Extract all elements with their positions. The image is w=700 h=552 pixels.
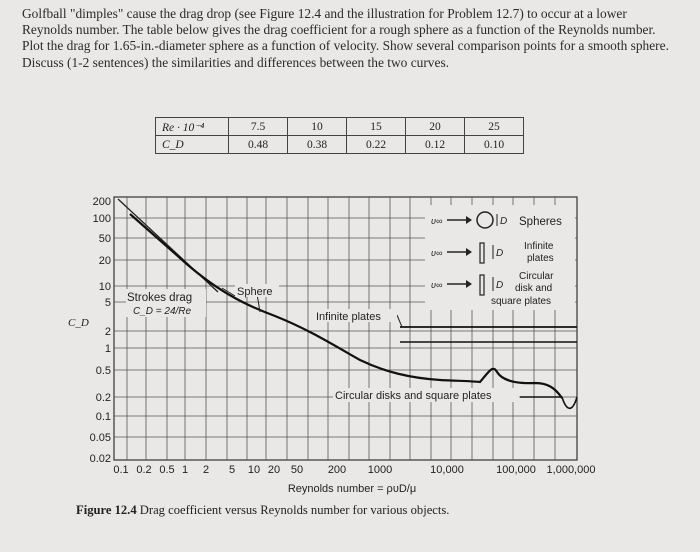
- legend-disk-2: disk and: [515, 283, 553, 294]
- y-tick: 50: [98, 233, 111, 245]
- y-tick: 100: [92, 213, 111, 225]
- x-tick: 20: [267, 464, 281, 476]
- x-tick: 1: [181, 464, 189, 476]
- re-cell: 20: [406, 118, 465, 136]
- caption-number: Figure 12.4: [76, 503, 137, 517]
- y-tick: 200: [92, 196, 111, 208]
- x-tick: 1,000,000: [546, 464, 596, 476]
- legend-spheres: Spheres: [519, 216, 562, 228]
- disks-label: Circular disks and square plates: [335, 390, 492, 402]
- x-tick: 5: [228, 464, 236, 476]
- cd-cell: 0.12: [406, 136, 465, 154]
- sphere-label: Sphere: [237, 286, 273, 298]
- x-tick: 0.1: [113, 464, 129, 476]
- x-axis-label: Reynolds number = ρυD/μ: [287, 483, 417, 495]
- circular-disk-line: [520, 397, 577, 408]
- y-tick: 0.5: [95, 365, 111, 377]
- y-tick: 2: [104, 326, 111, 338]
- cd-cell: 0.10: [465, 136, 524, 154]
- legend-plates-1: Infinite: [524, 241, 554, 252]
- re-cell: 10: [288, 118, 347, 136]
- legend-disk-1: Circular: [519, 271, 554, 282]
- x-tick: 200: [327, 464, 347, 476]
- x-tick: 100,000: [496, 464, 536, 476]
- legend-d-label: D: [496, 280, 504, 291]
- cd-cell: 0.38: [288, 136, 347, 154]
- x-tick: 1000: [367, 464, 393, 476]
- legend-disk-3: square plates: [491, 296, 552, 307]
- re-cell: 15: [347, 118, 406, 136]
- caption-text: Drag coefficient versus Reynolds number for various objects.: [139, 503, 450, 517]
- y-tick: 0.1: [95, 411, 111, 423]
- stokes-label: Strokes drag: [127, 292, 193, 304]
- figure-caption: [76, 503, 636, 518]
- y-tick: 10: [98, 281, 111, 293]
- infinite-plates-line: [400, 327, 577, 342]
- row-label-cd: C_D: [156, 136, 229, 154]
- legend-velocity-label: υ∞: [431, 216, 443, 226]
- plates-label: Infinite plates: [316, 311, 381, 323]
- x-tick: 50: [290, 464, 304, 476]
- cd-cell: 0.22: [347, 136, 406, 154]
- y-axis-label: C_D: [68, 317, 89, 329]
- y-tick: 1: [104, 343, 111, 355]
- y-tick: 0.02: [89, 453, 111, 465]
- legend-plates-2: plates: [527, 253, 554, 264]
- x-tick: 0.5: [159, 464, 175, 476]
- y-axis: [90, 196, 111, 465]
- x-axis: [113, 464, 595, 476]
- legend-velocity-label: υ∞: [431, 280, 443, 290]
- row-label-re: Re · 10⁻⁴: [156, 118, 229, 136]
- x-tick: 10: [247, 464, 261, 476]
- legend-d-label: D: [500, 216, 508, 227]
- y-tick: 0.05: [89, 432, 111, 444]
- x-tick: 10,000: [430, 464, 464, 476]
- re-cell: 7.5: [229, 118, 288, 136]
- y-tick: 0.2: [95, 392, 111, 404]
- y-tick: 20: [98, 255, 111, 267]
- x-tick: 2: [202, 464, 210, 476]
- re-cell: 25: [465, 118, 524, 136]
- y-tick: 5: [104, 297, 111, 309]
- legend-d-label: D: [496, 248, 504, 259]
- cd-cell: 0.48: [229, 136, 288, 154]
- x-tick: 0.2: [136, 464, 152, 476]
- problem-text: Golfball "dimples" cause the drag drop (see Figure 12.4 and the illustration for Problem 12.7) to occur at a lower Reynolds number. The table below gives the drag coefficient for a rough sphere as a function of the Reynolds number. Plot the drag for 1.65-in.-diameter sphere as a function of velocity. Show several comparison points for a smooth sphere. Discuss (1-2 sentences) the similarities and differences between the two curves.: [22, 6, 669, 70]
- stokes-equation: C_D = 24/Re: [133, 306, 192, 317]
- legend-velocity-label: υ∞: [431, 248, 443, 258]
